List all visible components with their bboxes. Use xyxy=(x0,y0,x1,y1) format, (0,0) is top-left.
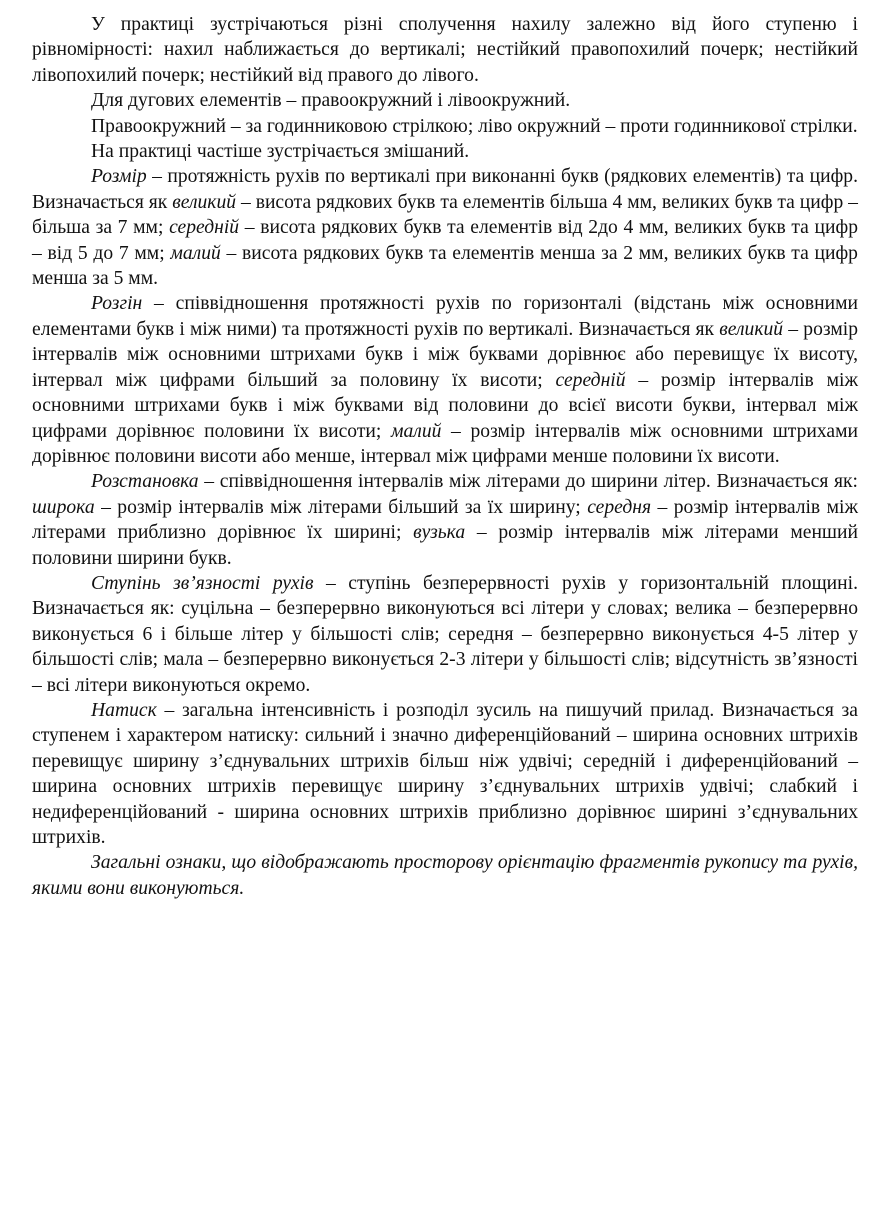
paragraph-mixed xyxy=(32,139,858,164)
paragraph-text: – співвідношення протяжності рухів по горизонталі (відстань між основними елементами букв і між ними) та протяжності рухів по вертикалі. Визначається як xyxy=(32,293,858,340)
paragraph-closing xyxy=(32,850,858,901)
term-size: Розмір xyxy=(91,166,147,188)
paragraph-text: – розмір інтервалів між основними штрихами дорівнює половини висоти або менше, інтервал між цифрами менше половини їх висоти. xyxy=(32,420,859,467)
term-small: малий xyxy=(390,420,442,442)
term-medium: середній xyxy=(555,369,626,391)
paragraph-text: Правоокружний – за годинниковою стрілкою; ліво окружний – проти годинникової стрілки. xyxy=(91,115,858,137)
paragraph-text: – ступінь безперервності рухів у горизонтальній площині. Визначається як: суцільна – безперервно виконуються всі літери у словах; велика – безперервно виконується 6 і більше літер у більшості слів; середня – безперервно виконується 4-5 літер у більшості слів; мала – безперервно виконується 2-3 літери у більшості слів; відсутність зв’язності – всі літери виконуються окремо. xyxy=(32,572,858,696)
term-wide: широка xyxy=(32,496,95,518)
paragraph-text: – розмір інтервалів між основними штрихами букв і між буквами від половини до всієї висоти букви, інтервал між цифрами дорівнює половини їх висоти; xyxy=(32,369,859,442)
paragraph-pressure xyxy=(32,698,858,850)
term-medium: середній xyxy=(169,217,240,239)
paragraph-arc-elements xyxy=(32,88,858,113)
term-pressure: Натиск xyxy=(91,699,157,721)
term-small: малий xyxy=(170,242,221,264)
paragraph-text: – висота рядкових букв та елементів від 2до 4 мм, великих букв та цифр – від 5 до 7 мм; xyxy=(32,217,858,264)
term-large: великий xyxy=(172,191,237,213)
paragraph-text: Загальні ознаки, що відображають просторову орієнтацію фрагментів рукопису та рухів, якими вони виконуються. xyxy=(32,852,858,899)
term-connectivity: Ступінь зв’язності рухів xyxy=(91,572,314,594)
paragraph-intro-slant xyxy=(32,12,858,88)
paragraph-text: – загальна інтенсивність і розподіл зусиль на пишучий прилад. Визначається за ступенем і характером натиску: сильний і значно диференційований – ширина основних штрихів перевищує ширину з’єднувальних штрихів більш ніж удвічі; середній і диференційований – ширина основних штрихів перевищує ширину з’єднувальних штрихів удвічі; слабкий і недиференційований - ширина основних штрихів приблизно дорівнює ширині з’єднувальних штрихів. xyxy=(32,699,858,848)
paragraph-text: – розмір інтервалів між літерами більший за їх ширину; xyxy=(94,496,588,518)
paragraph-arc-direction xyxy=(32,114,858,139)
paragraph-text: – розмір інтервалів між основними штрихами букв і між буквами дорівнює або перевищує їх висоту, інтервал між цифрами більший за половину їх висоти; xyxy=(32,318,858,391)
paragraph-text: – розмір інтервалів між літерами менший половини ширини букв. xyxy=(32,522,858,569)
paragraph-connectivity xyxy=(32,571,858,698)
paragraph-text: У практиці зустрічаються різні сполучення нахилу залежно від його ступеню і рівномірності: нахил наближається до вертикалі; нестійкий правопохилий почерк; нестійкий лівопохилий почерк; нестійкий від правого до лівого. xyxy=(32,14,858,86)
paragraph-spread xyxy=(32,291,858,469)
paragraph-text: Для дугових елементів – правоокружний і лівоокружний. xyxy=(91,90,571,112)
paragraph-spacing xyxy=(32,469,858,571)
term-spacing: Розстановка xyxy=(91,471,199,493)
paragraph-text: – розмір інтервалів між літерами приблизно дорівнює їх ширині; xyxy=(32,496,858,544)
term-large: великий xyxy=(719,318,784,340)
paragraph-text: – висота рядкових букв та елементів більша 4 мм, великих букв та цифр – більша за 7 мм; xyxy=(32,191,858,239)
paragraph-text: – співвідношення інтервалів між літерами до ширини літер. Визначається як: xyxy=(198,471,858,493)
term-spread: Розгін xyxy=(91,293,143,315)
paragraph-text: – висота рядкових букв та елементів менша за 2 мм, великих букв та цифр менша за 5 мм. xyxy=(32,242,858,290)
term-medium: середня xyxy=(587,496,652,518)
term-narrow: вузька xyxy=(413,522,466,544)
paragraph-size xyxy=(32,164,858,291)
paragraph-text: – протяжність рухів по вертикалі при виконанні букв (рядкових елементів) та цифр. Визначається як xyxy=(32,166,858,213)
paragraph-text: На практиці частіше зустрічається змішаний. xyxy=(91,141,470,163)
